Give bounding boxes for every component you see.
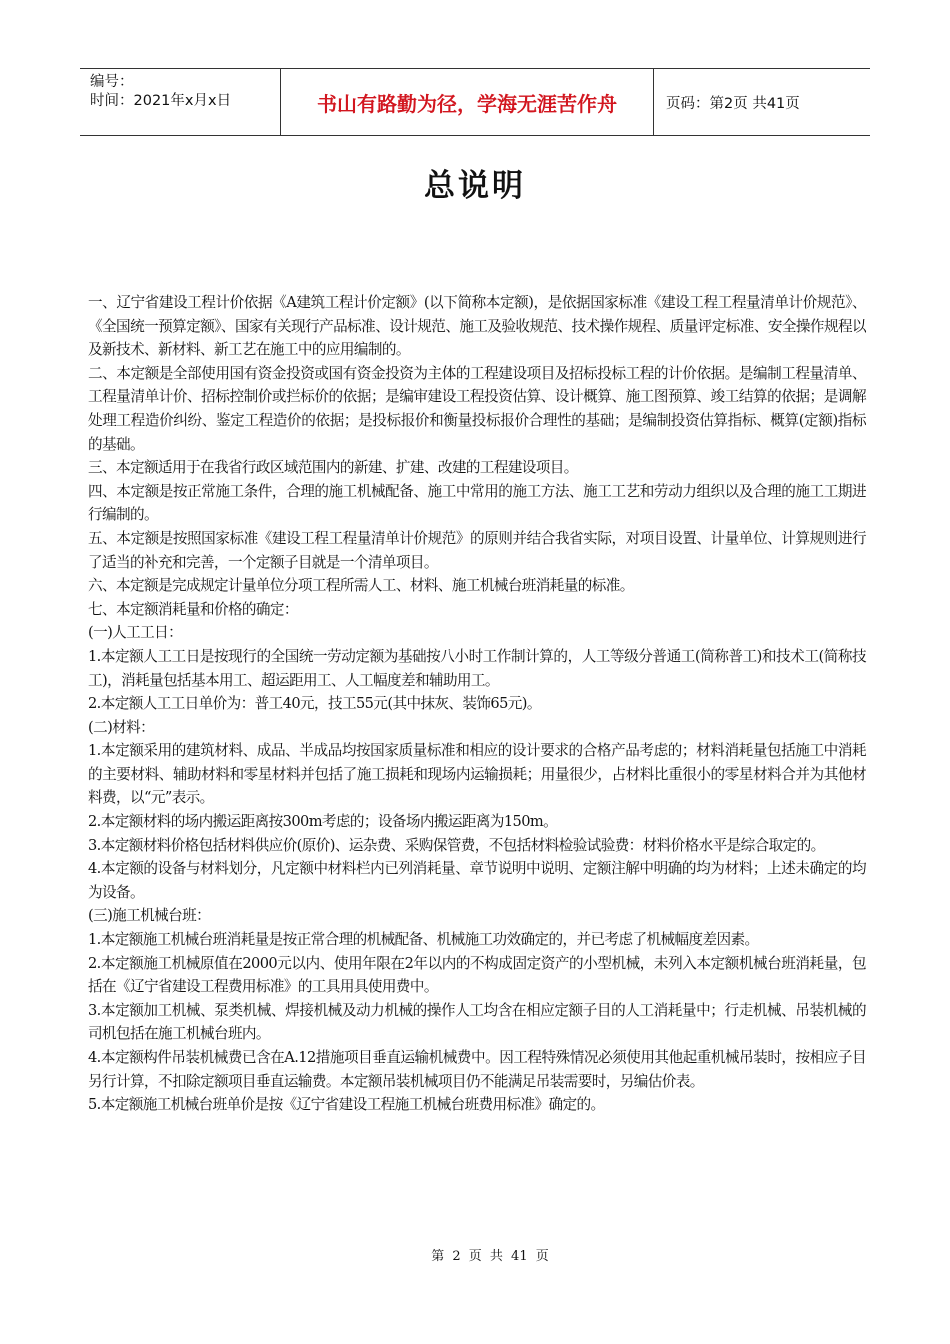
header-page-info: 页码：第2页 共41页 [666,95,800,112]
paragraph: 5.本定额施工机械台班单价是按《辽宁省建设工程施工机械台班费用标准》确定的。 [88,1096,605,1114]
paragraph: 4.本定额的设备与材料划分，凡定额中材料栏内已列消耗量、章节说明中说明、定额注解中明确的均为材料；上述未确定的均为设备。 [88,860,866,901]
paragraph: 一、辽宁省建设工程计价依据《A建筑工程计价定额》(以下简称本定额)，是依据国家标准《建设工程工程量清单计价规范》、《全国统一预算定额》、国家有关现行产品标准、设计规范、施工及验收规范、技术操作规程、质量评定标准、安全操作规程以及新技术、新材料、新工艺在施工中的应用编制的。 [88,294,866,359]
paragraph: 三、本定额适用于在我省行政区域范围内的新建、扩建、改建的工程建设项目。 [88,459,578,477]
paragraph: 五、本定额是按照国家标准《建设工程工程量清单计价规范》的原则并结合我省实际，对项目设置、计量单位、计算规则进行了适当的补充和完善，一个定额子目就是一个清单项目。 [88,529,866,571]
header-motto: 书山有路勤为径，学海无涯苦作舟 [280,69,654,135]
paragraph: 七、本定额消耗量和价格的确定： [88,600,298,618]
paragraph: 六、本定额是完成规定计量单位分项工程所需人工、材料、施工机械台班消耗量的标准。 [88,577,634,595]
paragraph: 二、本定额是全部使用国有资金投资或国有资金投资为主体的工程建设项目及招标投标工程的计价依据。是编制工程量清单、工程量清单计价、招标控制价或拦标价的依据；是编审建设工程投资估算、设计概算、施工图预算、竣工结算的依据；是调解处理工程造价纠纷、鉴定工程造价的依据；是投标报价和衡量投标报价合理性的基础；是编制投资估算指标、概算(定额)指标的基础。 [88,364,866,453]
page-number-text: 第 2 页 共 41 页 [431,1249,549,1264]
paragraph: 3.本定额加工机械、泵类机械、焊接机械及动力机械的操作人工均含在相应定额子目的人工消耗量中；行走机械、吊装机械的司机包括在施工机械台班内。 [88,1001,866,1043]
paragraph: 1.本定额采用的建筑材料、成品、半成品均按国家质量标准和相应的设计要求的合格产品考虑的；材料消耗量包括施工中消耗的主要材料、辅助材料和零星材料并包括了施工损耗和现场内运输损耗；用量很少，占材料比重很小的零星材料合并为其他材料费，以“元”表示。 [88,742,866,807]
paragraph: 3.本定额材料价格包括材料供应价(原价)、运杂费、采购保管费，不包括材料检验试验费：材料价格水平是综合取定的。 [88,836,825,854]
header-meta [80,69,280,135]
section-heading: (一)人工工日： [88,624,183,642]
paragraph: 2.本定额施工机械原值在2000元以内、使用年限在2年以内的不构成固定资产的小型机械，未列入本定额机械台班消耗量，包括在《辽宁省建设工程费用标准》的工具用具使用费中。 [88,954,866,996]
section-heading: (三)施工机械台班： [88,907,211,925]
document-time-label: 时间：2021年x月x日 [90,93,232,109]
paragraph: 四、本定额是按正常施工条件，合理的施工机械配备、施工中常用的施工方法、施工工艺和劳动力组织以及合理的施工工期进行编制的。 [88,482,866,524]
paragraph: 2.本定额人工工日单价为：普工40元，技工55元(其中抹灰、装饰65元)。 [88,695,541,713]
page-footer [0,1245,950,1264]
paragraph: 4.本定额构件吊装机械费已含在A.12措施项目垂直运输机械费中。因工程特殊情况必须使用其他起重机械吊装时，按相应子目另行计算，不扣除定额项目垂直运输费。本定额吊装机械项目仍不能满足吊装需要时，另编估价表。 [88,1049,866,1090]
document-number-label: 编号： [90,74,134,90]
paragraph: 2.本定额材料的场内搬运距离按300m考虑的；设备场内搬运距离为150m。 [88,813,558,831]
section-heading: (二)材料： [88,718,155,736]
document-body [88,291,866,1117]
paragraph: 1.本定额人工工日是按现行的全国统一劳动定额为基础按八小时工作制计算的，人工等级分普通工(简称普工)和技术工(简称技工)，消耗量包括基本用工、超运距用工、人工幅度差和辅助用工。 [88,647,866,689]
page-title: 总说明 [424,168,526,204]
document-header [80,68,870,136]
paragraph: 1.本定额施工机械台班消耗量是按正常合理的机械配备、机械施工功效确定的，并已考虑了机械幅度差因素。 [88,931,759,949]
